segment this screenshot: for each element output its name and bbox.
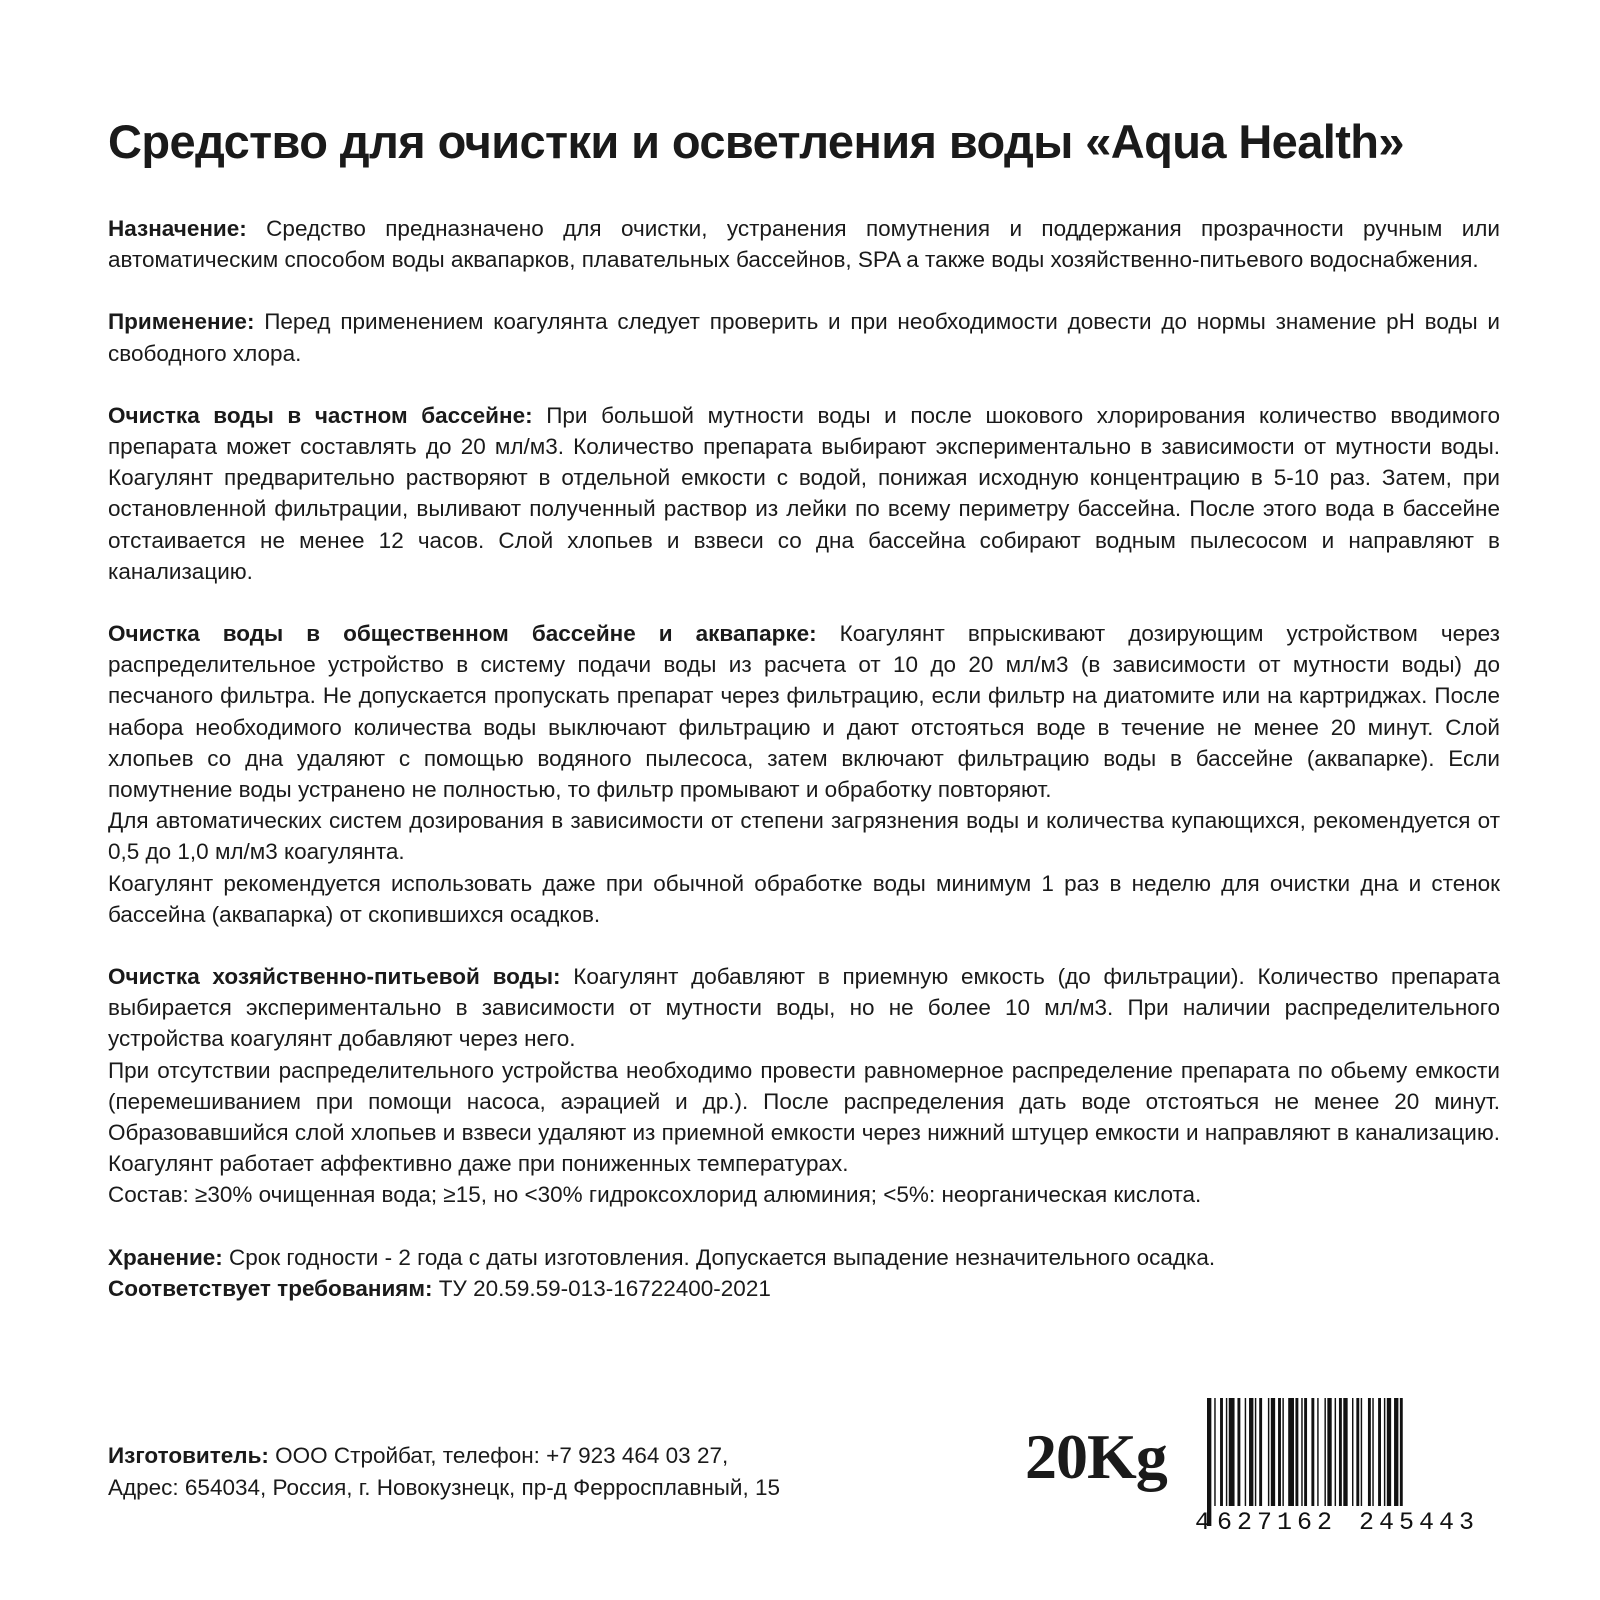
compliance-label: Соответствует требованиям: [108,1275,433,1301]
private-pool-paragraph [108,400,1500,587]
public-pool-paragraph [108,618,1500,805]
product-title: Средство для очистки и осветления воды «Aqua Health» [108,115,1404,168]
composition-paragraph: Состав: ≥30% очищенная вода; ≥15, но <30% гидроксохлорид алюминия; <5%: неорганическая кислота. [108,1182,1202,1208]
distribution-paragraph: При отсутствии распределительного устройства необходимо провести равномерное распределение препарата по обьему емкости (перемешиванием при помощи насоса, аэрацией и др.). После распределения дать воде отстояться не менее 20 минут. Образовавшийся слой хлопьев и взвеси удаляют из приемной емкости через нижний штуцер емкости и направляют в канализацию. Коагулянт работает аффективно даже при пониженных температурах. [108,1057,1500,1177]
barcode-bar [1384,1398,1385,1506]
public-pool-label: Очистка воды в общественном бассейне и аквапарке: [108,621,817,647]
barcode-bar [1207,1398,1211,1526]
barcode-bar [1361,1398,1362,1506]
barcode-bar [1339,1398,1342,1506]
drinking-water-label: Очистка хозяйственно-питьевой воды: [108,964,561,990]
barcode-digit-lead: 4 [1195,1508,1211,1533]
drinking-water-text: Коагулянт добавляют в приемную емкость (до фильтрации). Количество препарата выбирается экспериментально в зависимости от мутности воды, но не более 10 мл/м3. При наличии распределительного устройства коагулянт добавляют через него. [108,964,1500,1052]
barcode-bar [1356,1398,1359,1506]
storage-text: Срок годности - 2 года с даты изготовления. Допускается выпадение незначительного осадка. [222,1244,1216,1270]
barcode-bar [1311,1398,1314,1506]
barcode-bar [1352,1398,1353,1506]
manufacturer-block [108,1440,1008,1503]
barcode-bar [1271,1398,1275,1506]
barcode-bar [1278,1398,1281,1506]
address-line: Адрес: 654034, Россия, г. Новокузнецк, пр-д Ферросплавный, 15 [108,1474,781,1500]
barcode-bar [1268,1398,1269,1506]
barcode-icon [1193,1398,1513,1533]
application-paragraph [108,306,1500,368]
instructions-body [108,213,1500,1304]
barcode-bar [1249,1398,1253,1506]
barcode-bar [1335,1398,1336,1506]
barcode-bar [1327,1398,1331,1506]
drinking-water-paragraph [108,961,1500,1055]
barcode-bar [1317,1398,1318,1506]
compliance-text: ТУ 20.59.59-013-16722400-2021 [432,1275,771,1301]
manufacturer-line [108,1440,1008,1472]
barcode-bar [1400,1398,1403,1506]
purpose-label: Назначение: [108,216,247,241]
private-pool-text: При большой мутности воды и после шокового хлорирования количество вводимого препарата может составлять до 20 мл/м3. Количество препарата выбирают экспериментально в зависимости от мутности воды. Коагулянт предварительно растворяют в отдельной емкости с водой, понижая исходную концентрацию в 5-10 раз. Затем, при остановленной фильтрации, выливают полученный раствор из лейки по всему периметру бассейна. После этого вода в бассейне отстаивается не менее 12 часов. Слой хлопьев и взвеси со дна бассейна собирают водным пылесосом и направляют в канализацию. [108,402,1500,584]
net-weight: 20Kg [1025,1421,1167,1492]
barcode-bar [1343,1398,1347,1506]
application-label: Применение: [108,309,255,335]
barcode-bar [1226,1398,1227,1506]
purpose-text: Средство предназначено для очистки, устранения помутнения и поддержания прозрачности ручным или автоматическим способом воды аквапарков, плавательных бассейнов, SPA а также воды хозяйственно-питьевого водоснабжения. [108,216,1500,273]
public-pool-text: Коагулянт впрыскивают дозирующим устройством через распределительное устройство в систему подачи воды из расчета от 10 до 20 мл/м3 (в зависимости от мутности воды) до песчаного фильтра. Не допускается пропускать препарат через фильтрацию, если фильтр на диатомите или на картриджах. После набора необходимого количества воды выключают фильтрацию и дают отстояться воде в течение не менее 20 минут. Слой хлопьев со дна удаляют с помощью водяного пылесоса, затем включают фильтрацию воды в бассейне (аквапарке). Если помутнение воды устранено не полностью, то фильтр промывают и обработку повторяют. [108,621,1501,803]
barcode-digits-left: 627162 [1217,1508,1338,1533]
storage-paragraph [108,1242,1500,1273]
auto-dosing-paragraph: Для автоматических систем дозирования в зависимости от степени загрязнения воды и количества купающихся, рекомендуется от 0,5 до 1,0 мл/м3 коагулянта. [108,808,1500,865]
weekly-use-paragraph: Коагулянт рекомендуется использовать даже при обычной обработке воды минимум 1 раз в неделю для очистки дна и стенок бассейна (аквапарка) от скопившихся осадков. [108,870,1500,927]
barcode-digits-right: 245443 [1359,1508,1480,1533]
barcode-bar [1372,1398,1373,1506]
private-pool-label: Очистка воды в частном бассейне: [108,402,533,428]
compliance-paragraph [108,1273,1500,1304]
barcode-bar [1255,1398,1256,1506]
barcode-bar [1259,1398,1262,1506]
barcode-bar [1220,1398,1223,1506]
application-text: Перед применением коагулянта следует проверить и при необходимости довести до нормы знамение pH воды и свободного хлора. [108,309,1500,366]
barcode-bar [1282,1398,1283,1506]
barcode-bar [1368,1398,1371,1506]
purpose-paragraph [108,213,1500,275]
storage-label: Хранение: [108,1244,223,1270]
barcode-bar [1324,1398,1325,1506]
barcode-bar [1229,1398,1235,1506]
barcode-bar [1378,1398,1381,1506]
manufacturer-label: Изготовитель: [108,1443,269,1468]
barcode-bar [1288,1398,1294,1506]
manufacturer-text: ООО Стройбат, телефон: +7 923 464 03 27, [268,1443,729,1468]
barcode-bar [1237,1398,1240,1506]
barcode-bar [1245,1398,1246,1506]
